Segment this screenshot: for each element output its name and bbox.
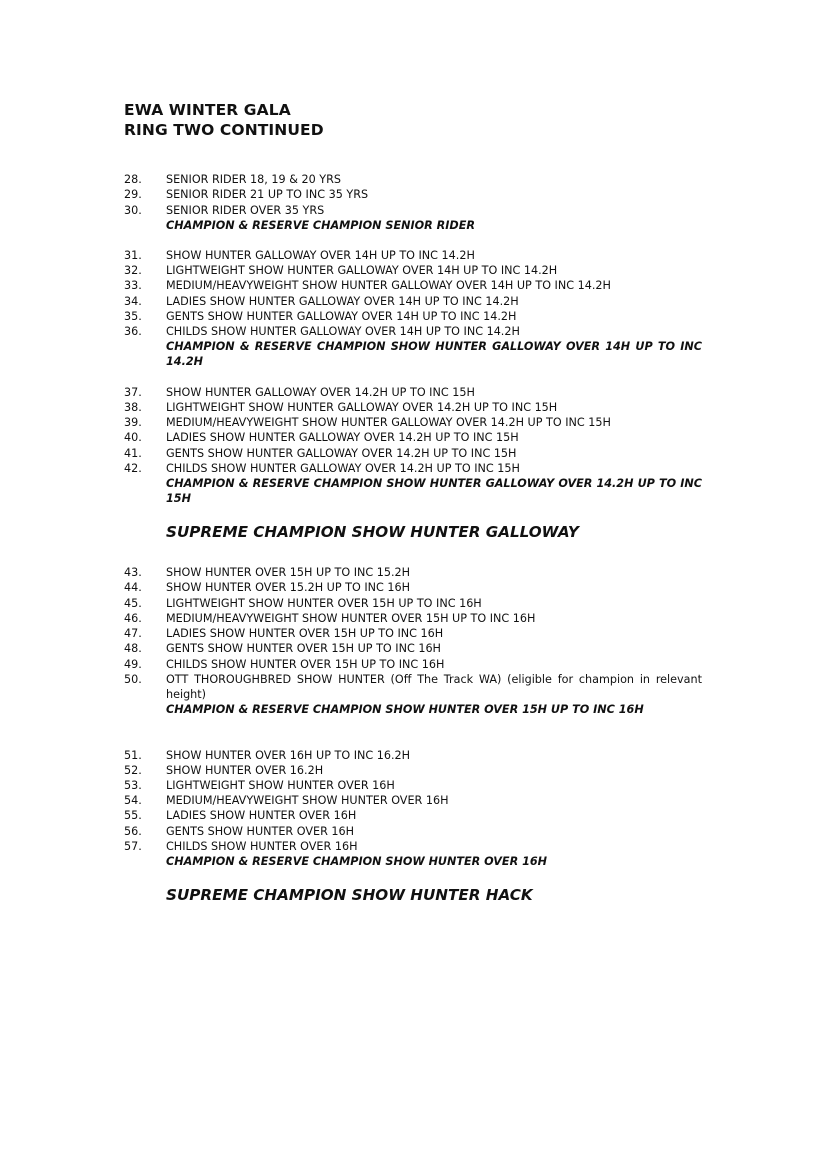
class-name: GENTS SHOW HUNTER OVER 16H [166, 825, 355, 838]
class-number: 39. [124, 416, 142, 429]
class-name: SENIOR RIDER OVER 35 YRS [166, 204, 325, 217]
class-number: 35. [124, 310, 142, 323]
class-name: SHOW HUNTER OVER 16.2H [166, 764, 324, 777]
champion-line: CHAMPION & RESERVE CHAMPION SHOW HUNTER OVER 15H UP TO INC 16H [166, 703, 644, 716]
class-name: MEDIUM/HEAVYWEIGHT SHOW HUNTER OVER 15H UP TO INC 16H [166, 612, 536, 625]
class-name: SHOW HUNTER GALLOWAY OVER 14H UP TO INC 14.2H [166, 249, 475, 262]
class-number: 38. [124, 401, 142, 414]
class-name: LIGHTWEIGHT SHOW HUNTER OVER 15H UP TO INC 16H [166, 597, 482, 610]
class-name: SHOW HUNTER OVER 16H UP TO INC 16.2H [166, 749, 411, 762]
class-number: 41. [124, 447, 142, 460]
class-name: MEDIUM/HEAVYWEIGHT SHOW HUNTER OVER 16H [166, 794, 449, 807]
class-number: 45. [124, 597, 142, 610]
class-name: SHOW HUNTER OVER 15.2H UP TO INC 16H [166, 581, 411, 594]
class-name: LADIES SHOW HUNTER GALLOWAY OVER 14.2H UP TO INC 15H [166, 431, 519, 444]
class-name: LIGHTWEIGHT SHOW HUNTER OVER 16H [166, 779, 395, 792]
class-name: OTT THOROUGHBRED SHOW HUNTER (Off The Track WA) (eligible for champion in relevant height) [166, 673, 702, 701]
class-name: MEDIUM/HEAVYWEIGHT SHOW HUNTER GALLOWAY OVER 14.2H UP TO INC 15H [166, 416, 611, 429]
class-number: 44. [124, 581, 142, 594]
class-name: LADIES SHOW HUNTER OVER 16H [166, 809, 357, 822]
class-name: GENTS SHOW HUNTER GALLOWAY OVER 14H UP TO INC 14.2H [166, 310, 517, 323]
supreme-champion-line: SUPREME CHAMPION SHOW HUNTER GALLOWAY [166, 523, 579, 541]
class-number: 52. [124, 764, 142, 777]
class-number: 37. [124, 386, 142, 399]
class-number: 50. [124, 673, 142, 686]
class-number: 29. [124, 188, 142, 201]
champion-line: CHAMPION & RESERVE CHAMPION SHOW HUNTER GALLOWAY OVER 14H UP TO INC 14.2H [166, 340, 702, 368]
class-number: 31. [124, 249, 142, 262]
class-number: 34. [124, 295, 142, 308]
document-subtitle: RING TWO CONTINUED [124, 121, 324, 139]
class-number: 53. [124, 779, 142, 792]
class-number: 49. [124, 658, 142, 671]
class-name: SHOW HUNTER OVER 15H UP TO INC 15.2H [166, 566, 411, 579]
document-title: EWA WINTER GALA [124, 101, 291, 119]
champion-line: CHAMPION & RESERVE CHAMPION SHOW HUNTER OVER 16H [166, 855, 548, 868]
class-name: MEDIUM/HEAVYWEIGHT SHOW HUNTER GALLOWAY OVER 14H UP TO INC 14.2H [166, 279, 611, 292]
class-name: SENIOR RIDER 18, 19 & 20 YRS [166, 173, 341, 186]
class-number: 47. [124, 627, 142, 640]
class-name: CHILDS SHOW HUNTER OVER 16H [166, 840, 358, 853]
class-number: 51. [124, 749, 142, 762]
class-number: 36. [124, 325, 142, 338]
champion-line: CHAMPION & RESERVE CHAMPION SHOW HUNTER GALLOWAY OVER 14.2H UP TO INC 15H [166, 477, 702, 505]
class-number: 55. [124, 809, 142, 822]
class-number: 43. [124, 566, 142, 579]
class-name: LIGHTWEIGHT SHOW HUNTER GALLOWAY OVER 14H UP TO INC 14.2H [166, 264, 558, 277]
class-number: 30. [124, 204, 142, 217]
class-number: 46. [124, 612, 142, 625]
class-name: LIGHTWEIGHT SHOW HUNTER GALLOWAY OVER 14.2H UP TO INC 15H [166, 401, 558, 414]
class-number: 56. [124, 825, 142, 838]
class-name: CHILDS SHOW HUNTER GALLOWAY OVER 14H UP TO INC 14.2H [166, 325, 520, 338]
class-number: 42. [124, 462, 142, 475]
class-number: 32. [124, 264, 142, 277]
class-name: SENIOR RIDER 21 UP TO INC 35 YRS [166, 188, 369, 201]
class-number: 33. [124, 279, 142, 292]
class-name: LADIES SHOW HUNTER GALLOWAY OVER 14H UP TO INC 14.2H [166, 295, 519, 308]
supreme-champion-line: SUPREME CHAMPION SHOW HUNTER HACK [166, 886, 533, 904]
class-number: 40. [124, 431, 142, 444]
class-name: CHILDS SHOW HUNTER OVER 15H UP TO INC 16H [166, 658, 445, 671]
class-name: CHILDS SHOW HUNTER GALLOWAY OVER 14.2H UP TO INC 15H [166, 462, 520, 475]
class-name: LADIES SHOW HUNTER OVER 15H UP TO INC 16H [166, 627, 444, 640]
champion-line: CHAMPION & RESERVE CHAMPION SENIOR RIDER [166, 219, 475, 232]
class-number: 48. [124, 642, 142, 655]
class-name: GENTS SHOW HUNTER OVER 15H UP TO INC 16H [166, 642, 441, 655]
class-number: 54. [124, 794, 142, 807]
class-name: GENTS SHOW HUNTER GALLOWAY OVER 14.2H UP TO INC 15H [166, 447, 517, 460]
class-number: 28. [124, 173, 142, 186]
class-number: 57. [124, 840, 142, 853]
class-name: SHOW HUNTER GALLOWAY OVER 14.2H UP TO INC 15H [166, 386, 475, 399]
